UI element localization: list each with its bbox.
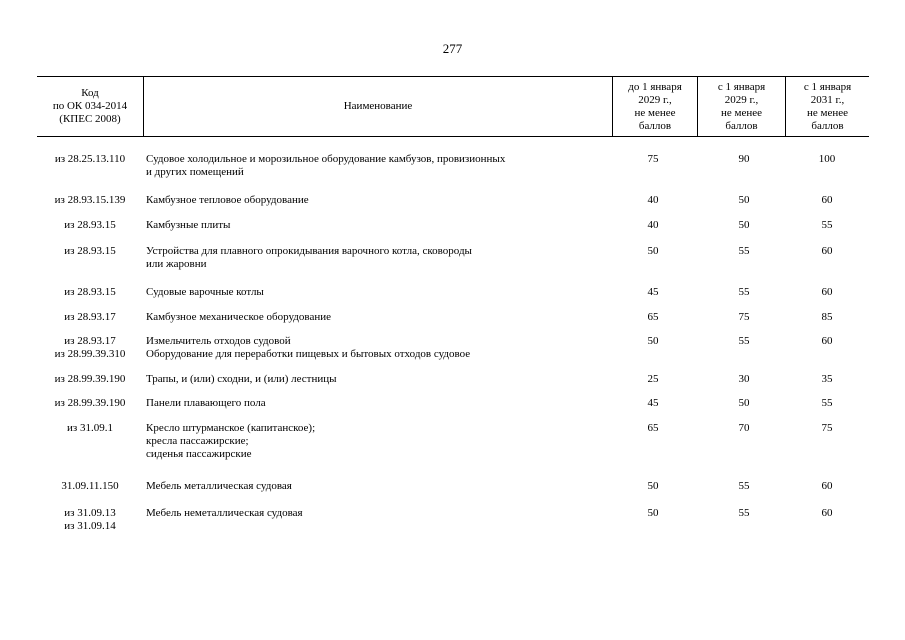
header-name: Наименование <box>343 100 413 112</box>
row-value-2029-before: 25 <box>647 373 659 385</box>
row-value-2029-from: 30 <box>738 373 750 385</box>
row-name: Мебель металлическая судовая <box>146 480 292 492</box>
row-value-2029-from: 55 <box>738 507 750 519</box>
row-code: из 28.93.15.139 <box>54 194 126 206</box>
row-value-2029-from: 75 <box>738 311 750 323</box>
row-value-2031-from: 85 <box>821 311 833 323</box>
row-value-2029-before: 50 <box>647 335 659 347</box>
row-value-2031-from: 35 <box>821 373 833 385</box>
row-value-2029-before: 40 <box>647 194 659 206</box>
row-value-2029-before: 50 <box>647 480 659 492</box>
row-name: Камбузные плиты <box>146 219 231 231</box>
row-code: из 28.93.15 <box>64 286 116 298</box>
row-code: из 28.93.15 <box>64 219 116 231</box>
row-value-2029-from: 50 <box>738 219 750 231</box>
row-value-2029-from: 55 <box>738 286 750 298</box>
page-number: 277 <box>442 41 463 56</box>
row-value-2029-before: 40 <box>647 219 659 231</box>
row-value-2029-before: 65 <box>647 422 659 434</box>
row-value-2029-before: 45 <box>647 286 659 298</box>
row-code: из 28.25.13.110 <box>54 153 126 165</box>
row-value-2031-from: 60 <box>821 480 833 492</box>
row-name: Трапы, и (или) сходни, и (или) лестницы <box>146 373 337 385</box>
row-name: Кресло штурманское (капитанское); кресла пассажирские; сиденья пассажирские <box>146 422 316 460</box>
row-name: Устройства для плавного опрокидывания варочного котла, сковороды или жаровни <box>146 245 472 270</box>
header-bottom-rule <box>37 136 869 137</box>
header-col-2029-from: с 1 января 2029 г., не менее баллов <box>717 80 766 132</box>
row-code: из 31.09.1 <box>67 422 113 434</box>
row-code: из 31.09.13 из 31.09.14 <box>64 507 116 532</box>
row-value-2031-from: 55 <box>821 397 833 409</box>
row-value-2029-from: 50 <box>738 397 750 409</box>
row-name: Мебель неметаллическая судовая <box>146 507 303 519</box>
row-value-2031-from: 60 <box>821 194 833 206</box>
row-value-2029-before: 50 <box>647 245 659 257</box>
row-value-2029-before: 65 <box>647 311 659 323</box>
row-value-2031-from: 75 <box>821 422 833 434</box>
row-name: Камбузное тепловое оборудование <box>146 194 309 206</box>
row-name: Измельчитель отходов судовой Оборудование для переработки пищевых и бытовых отходов судовое <box>146 335 471 360</box>
row-code: из 28.99.39.190 <box>54 397 126 409</box>
row-code: из 28.93.15 <box>64 245 116 257</box>
row-value-2031-from: 60 <box>821 507 833 519</box>
row-value-2029-from: 55 <box>738 245 750 257</box>
row-value-2031-from: 60 <box>821 286 833 298</box>
row-value-2031-from: 100 <box>818 153 836 165</box>
header-code: Код по ОК 034-2014 (КПЕС 2008) <box>52 87 128 125</box>
row-code: из 28.99.39.190 <box>54 373 126 385</box>
row-name: Панели плавающего пола <box>146 397 266 409</box>
header-col-2029-before: до 1 января 2029 г., не менее баллов <box>628 80 682 132</box>
row-value-2029-before: 50 <box>647 507 659 519</box>
row-value-2029-before: 75 <box>647 153 659 165</box>
row-code: 31.09.11.150 <box>61 480 119 492</box>
row-value-2029-from: 90 <box>738 153 750 165</box>
row-value-2029-from: 70 <box>738 422 750 434</box>
row-value-2031-from: 60 <box>821 335 833 347</box>
row-value-2029-from: 50 <box>738 194 750 206</box>
row-code: из 28.93.17 из 28.99.39.310 <box>54 335 126 360</box>
row-code: из 28.93.17 <box>64 311 116 323</box>
row-value-2029-before: 45 <box>647 397 659 409</box>
row-value-2031-from: 55 <box>821 219 833 231</box>
row-value-2031-from: 60 <box>821 245 833 257</box>
row-name: Судовое холодильное и морозильное оборудование камбузов, провизионных и других помещений <box>146 153 506 178</box>
row-value-2029-from: 55 <box>738 335 750 347</box>
row-name: Судовые варочные котлы <box>146 286 264 298</box>
header-col-2031-from: с 1 января 2031 г., не менее баллов <box>803 80 852 132</box>
row-name: Камбузное механическое оборудование <box>146 311 331 323</box>
row-value-2029-from: 55 <box>738 480 750 492</box>
